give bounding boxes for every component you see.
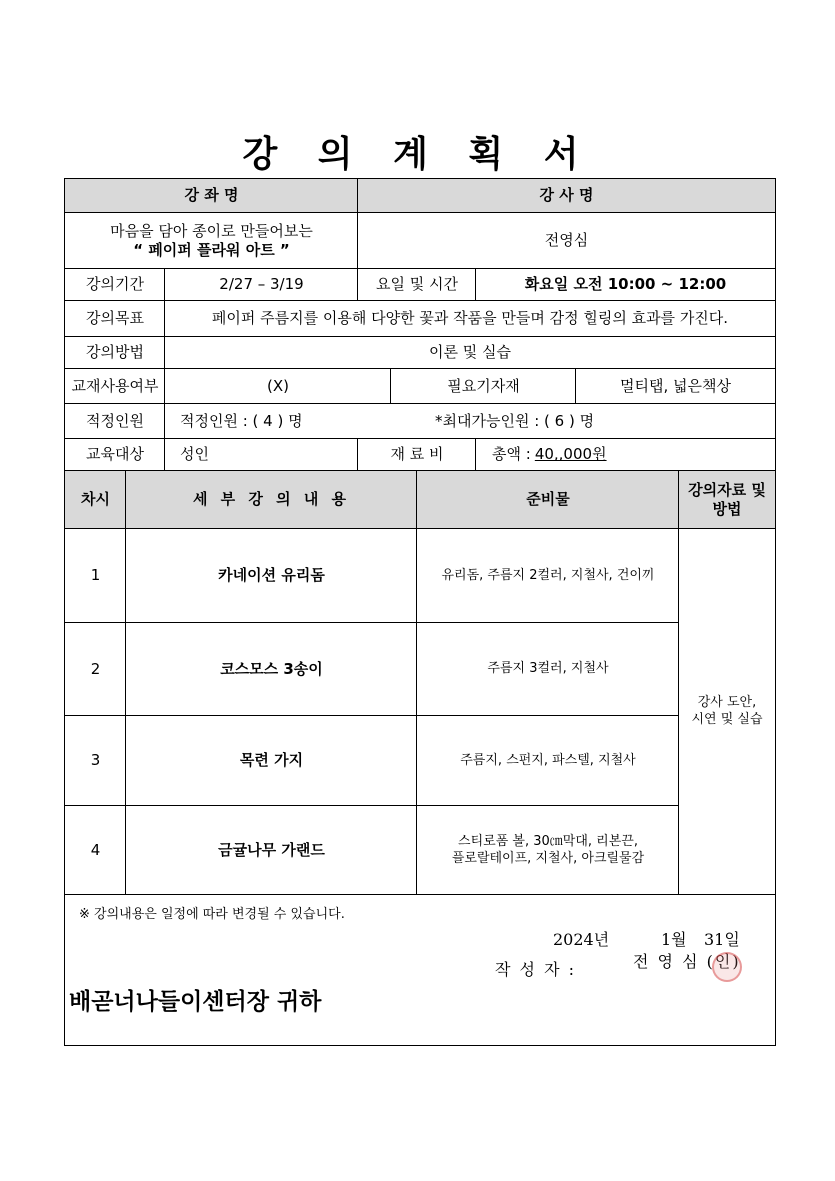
grid-line — [65, 805, 679, 806]
grid-line — [357, 439, 358, 471]
goal-label: 강의목표 — [86, 309, 144, 328]
capacity-value: 적정인원 : ( 4 ) 명 — [180, 411, 303, 430]
instructor-name: 전영심 — [544, 231, 589, 250]
grid-line — [65, 438, 775, 439]
time-label: 요일 및 시간 — [376, 275, 458, 294]
seal-stamp — [712, 952, 742, 982]
content-4: 금귤나무 가랜드 — [218, 840, 325, 859]
grid-line — [357, 269, 358, 301]
grid-line — [416, 471, 417, 895]
prep-3: 주름지, 스펀지, 파스텔, 지철사 — [460, 752, 636, 768]
fee-cell — [476, 439, 775, 471]
session-4: 4 — [90, 840, 101, 859]
grid-line — [357, 179, 358, 269]
change-notice: ※ 강의내용은 일정에 따라 변경될 수 있습니다. — [79, 907, 345, 922]
document-title: 강 의 계 획 서 — [242, 134, 593, 175]
equipment-value: 멀티탭, 넓은책상 — [620, 376, 731, 395]
grid-line — [678, 471, 679, 895]
session-1: 1 — [90, 566, 101, 585]
grid-line — [475, 439, 476, 471]
date-month: 1월 — [661, 930, 687, 949]
date-day: 31일 — [704, 930, 740, 949]
prep-2: 주름지 3컬러, 지철사 — [487, 661, 609, 677]
equipment-label: 필요기자재 — [447, 376, 520, 395]
grid-line — [65, 212, 775, 213]
content-3: 목련 가지 — [239, 751, 304, 770]
resource-line1: 강사 도안, — [697, 695, 757, 711]
target-label: 교육대상 — [86, 445, 144, 464]
capacity-label: 적정인원 — [86, 411, 144, 430]
fee-label: 재 료 비 — [390, 445, 444, 464]
prep-4-line2: 플로랄테이프, 지철사, 아크릴물감 — [451, 850, 645, 866]
grid-line — [65, 403, 775, 404]
grid-line — [164, 269, 165, 471]
content-1: 카네이션 유리돔 — [218, 566, 325, 585]
prep-1: 유리돔, 주름지 2컬러, 지철사, 건이끼 — [441, 567, 655, 583]
resource-header: 강의자료 및 방법 — [679, 471, 775, 529]
period-value: 2/27 – 3/19 — [219, 275, 304, 294]
prep-header: 준비물 — [417, 471, 679, 529]
grid-line — [65, 268, 775, 269]
grid-line — [65, 715, 679, 716]
grid-line — [125, 471, 126, 895]
author-name: 전 영 심 (인) — [633, 952, 741, 971]
resource-line2: 시연 및 실습 — [691, 712, 763, 727]
time-value: 화요일 오전 10:00 ~ 12:00 — [524, 275, 727, 294]
prep-4 — [417, 806, 679, 895]
content-header: 세 부 강 의 내 용 — [126, 471, 417, 529]
resource-cell — [679, 529, 775, 895]
textbook-label: 교재사용여부 — [71, 376, 159, 395]
goal-value: 페이퍼 주름지를 이용해 다양한 꽃과 작품을 만들며 감정 힐링의 효과를 가진다. — [211, 309, 729, 328]
author-label: 작 성 자 : — [495, 960, 577, 979]
textbook-value: (X) — [267, 376, 289, 395]
grid-line — [475, 269, 476, 301]
instructor-header: 강 사 명 — [358, 179, 775, 213]
grid-line — [65, 470, 775, 471]
method-value: 이론 및 실습 — [429, 343, 511, 362]
target-value: 성인 — [180, 445, 209, 464]
method-label: 강의방법 — [86, 343, 144, 362]
session-3: 3 — [90, 751, 101, 770]
course-name-line2: “ 페이퍼 플라워 아트 ” — [133, 241, 290, 259]
grid-line — [65, 528, 775, 529]
grid-line — [65, 894, 775, 895]
grid-line — [65, 368, 775, 369]
fee-prefix: 총액 : — [492, 445, 531, 464]
course-name-cell — [65, 213, 358, 269]
plan-table — [64, 178, 776, 1046]
max-capacity-value: *최대가능인원 : ( 6 ) 명 — [435, 411, 595, 430]
recipient: 배곧너나들이센터장 귀하 — [69, 989, 322, 1015]
grid-line — [65, 300, 775, 301]
prep-4-line1: 스티로폼 볼, 30㎝막대, 리본끈, — [458, 833, 638, 849]
session-header: 차시 — [65, 471, 126, 529]
course-name-header: 강 좌 명 — [65, 179, 358, 213]
period-label: 강의기간 — [86, 275, 144, 294]
grid-line — [390, 369, 391, 404]
course-name-line1: 마음을 담아 종이로 만들어보는 — [110, 221, 313, 240]
grid-line — [65, 336, 775, 337]
grid-line — [65, 622, 679, 623]
session-2: 2 — [90, 659, 101, 678]
fee-value: 40,,000원 — [534, 445, 607, 464]
content-2: 코스모스 3송이 — [220, 659, 323, 678]
date-year: 2024년 — [553, 930, 610, 949]
grid-line — [575, 369, 576, 404]
